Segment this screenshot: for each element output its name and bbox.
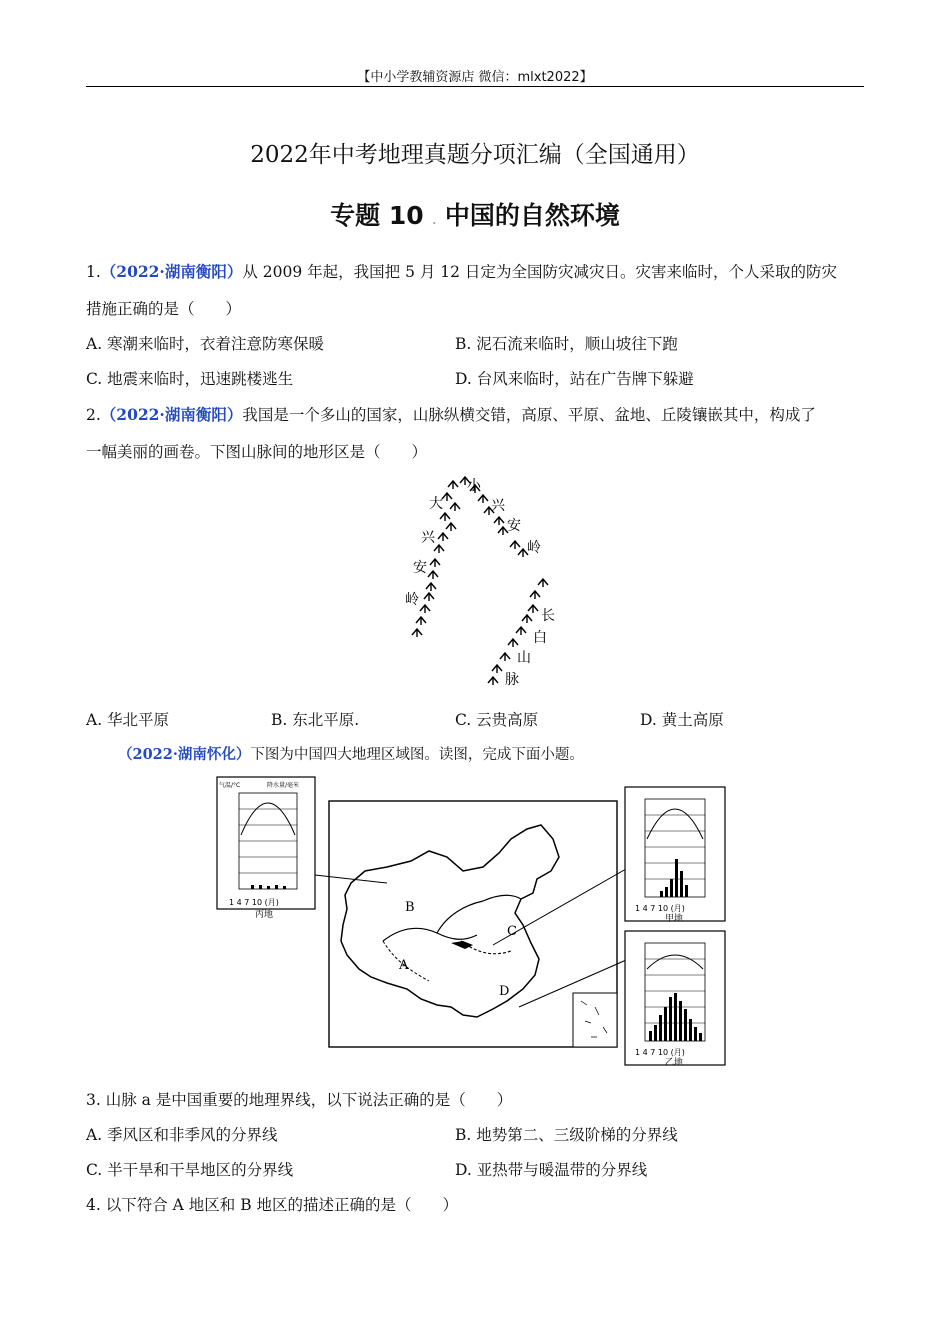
label-chang: 长 [541, 608, 555, 624]
south-china-sea-inset [573, 993, 617, 1047]
climate-chart-right-top [625, 787, 725, 924]
label-shan: 山 [517, 650, 531, 666]
subtitle-suffix: 中国的自然环境 [444, 201, 620, 230]
label-xing-greater: 兴 [421, 530, 435, 546]
label-xiao: 小 [467, 478, 481, 494]
label-ling-lesser: 岭 [527, 540, 541, 556]
q1-option-b: B. 泥石流来临时，顺山坡往下跑 [455, 335, 678, 353]
q2-option-c: C. 云贵高原 [455, 711, 539, 729]
label-xing-lesser: 兴 [491, 498, 505, 514]
q1-stem-line2: 措施正确的是（ ） [86, 300, 242, 318]
q1-option-c: C. 地震来临时，迅速跳楼逃生 [86, 370, 294, 388]
q1-option-a: A. 寒潮来临时，衣着注意防寒保暖 [86, 335, 325, 353]
chart-left-precip-axis: 降水量/毫米 [267, 782, 300, 789]
subtitle-separator: . [432, 216, 437, 227]
map-label-a: A [399, 958, 409, 973]
q2-option-a: A. 华北平原 [86, 711, 170, 729]
chart-left-temp-axis: 气温/°C [219, 782, 241, 789]
china-regions-map [215, 775, 730, 1070]
q3-stem: 3. 山脉 a 是中国重要的地理界线，以下说法正确的是（ ） [86, 1091, 513, 1109]
q3-option-b: B. 地势第二、三级阶梯的分界线 [455, 1126, 678, 1144]
label-bai: 白 [533, 630, 547, 646]
mountain-range-figure [395, 470, 565, 695]
map-label-d: D [499, 984, 510, 999]
chart-left-label: 丙地 [255, 910, 274, 920]
map-label-b: B [405, 900, 415, 915]
q2-stem-line1 [86, 403, 816, 425]
chart-right-top-months: 1 4 7 10 (月) [635, 904, 685, 913]
map-label-c: C [507, 924, 517, 939]
page-subtitle [0, 196, 950, 232]
chart-right-bottom-months: 1 4 7 10 (月) [635, 1048, 685, 1057]
label-an-lesser: 安 [507, 518, 521, 534]
q2-stem-line2: 一幅美丽的画卷。下图山脉间的地形区是（ ） [86, 443, 428, 461]
page-title: 2022年中考地理真题分项汇编（全国通用） [250, 142, 700, 168]
chart-left-months: 1 4 7 10 (月) [229, 898, 279, 907]
climate-chart-right-bottom [625, 931, 725, 1068]
q1-source: （2022·湖南衡阳） [100, 262, 243, 281]
q3-option-d: D. 亚热带与暖温带的分界线 [455, 1161, 648, 1179]
q1-option-d: D. 台风来临时，站在广告牌下躲避 [455, 370, 694, 388]
page-header: 【中小学教辅资源店 微信：mlxt2022】 [357, 70, 593, 85]
label-da: 大 [429, 496, 443, 512]
subtitle-prefix: 专题 10 [330, 201, 424, 230]
q2-stem-text1: 我国是一个多山的国家，山脉纵横交错，高原、平原、盆地、丘陵镶嵌其中，构成了 [242, 406, 816, 424]
label-an-greater: 安 [413, 560, 427, 576]
label-ling-greater: 岭 [405, 592, 419, 608]
q4-stem: 4. 以下符合 A 地区和 B 地区的描述正确的是（ ） [86, 1196, 459, 1214]
q1-stem-line1 [86, 260, 837, 282]
q2-option-b: B. 东北平原. [271, 711, 360, 729]
climate-chart-left [217, 777, 315, 920]
q34-intro [118, 743, 584, 764]
q1-number: 1. [86, 263, 101, 281]
q3-option-c: C. 半干旱和干旱地区的分界线 [86, 1161, 294, 1179]
q2-source: （2022·湖南衡阳） [100, 405, 243, 424]
q2-number: 2. [86, 406, 101, 424]
q1-stem-text1: 从 2009 年起，我国把 5 月 12 日定为全国防灾减灾日。灾害来临时，个人采取的防灾 [242, 263, 837, 281]
chart-right-top-label: 甲地 [665, 914, 684, 924]
label-mai: 脉 [505, 672, 519, 688]
q2-option-d: D. 黄土高原 [640, 711, 724, 729]
q3-option-a: A. 季风区和非季风的分界线 [86, 1126, 278, 1144]
q34-stem: 下图为中国四大地理区域图。读图，完成下面小题。 [250, 747, 584, 763]
chart-right-bottom-label: 乙地 [665, 1058, 684, 1068]
header-rule [86, 86, 864, 87]
q34-source: （2022·湖南怀化） [118, 746, 251, 763]
